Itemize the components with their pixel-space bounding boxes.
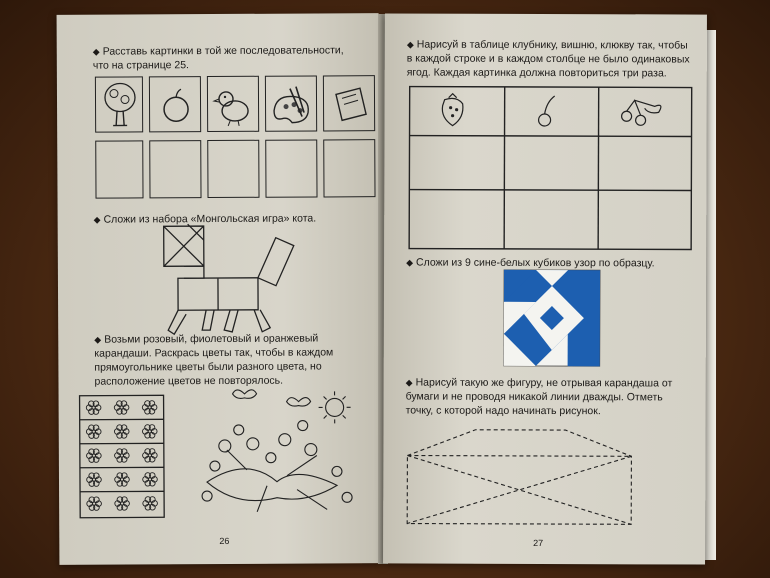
sun-icon: [319, 391, 351, 423]
envelope-figure: [405, 428, 635, 529]
flower-grid: [79, 394, 166, 518]
picture-cell-apple: [149, 76, 201, 132]
left-page: [57, 13, 382, 565]
flower-icon: [87, 497, 102, 510]
flower-icon: [115, 497, 130, 510]
diamond-bullet-icon: ◆: [94, 334, 102, 345]
strawberry-icon: [442, 94, 463, 126]
flower-icon: [114, 425, 129, 438]
cranberry-icon: [622, 100, 661, 125]
flower-icon: [143, 473, 158, 486]
page-number: 27: [533, 537, 544, 548]
flower-icon: [115, 449, 130, 462]
flower-icon: [87, 473, 102, 486]
page-number: 26: [219, 535, 230, 547]
left-task-3-text: Возьми розовый, фиолетовый и оранжевый карандаши. Раскрась цветы так, чтобы в каждом прямоугольнике цветы были разного цвета, но расположение цветов не повторялось.: [94, 332, 334, 388]
berry-table: [408, 86, 693, 251]
diamond-bullet-icon: ◆: [93, 214, 101, 225]
flower-icon: [114, 401, 129, 414]
picture-cell-palette: [265, 75, 317, 131]
flower-icon: [143, 449, 158, 462]
butterfly-icon: [287, 398, 311, 407]
flower-icon: [142, 425, 157, 438]
right-task-3: [406, 376, 691, 419]
right-task-2-text: Сложи из 9 сине-белых кубиков узор по образцу.: [415, 256, 655, 270]
left-task-3: [94, 331, 364, 388]
empty-cell[interactable]: [95, 140, 143, 198]
book-icon: [324, 76, 376, 132]
diamond-bullet-icon: ◆: [92, 46, 100, 57]
picture-cell-tree: [95, 76, 143, 132]
flower-icon: [87, 449, 102, 462]
picture-cell-book: [323, 75, 375, 131]
flower-icon: [86, 401, 101, 414]
empty-cell[interactable]: [265, 139, 317, 197]
left-task-1-text: Расставь картинки в той же последовательности, что на странице 25.: [92, 44, 344, 72]
diamond-bullet-icon: ◆: [406, 257, 414, 268]
tree-icon: [96, 77, 144, 133]
flower-icon: [143, 497, 158, 510]
diamond-bullet-icon: ◆: [406, 39, 414, 50]
empty-cell[interactable]: [323, 139, 375, 197]
left-task-2-text: Сложи из набора «Монгольская игра» кота.: [103, 212, 317, 226]
empty-cell[interactable]: [207, 140, 259, 198]
cube-pattern-sample: [504, 270, 600, 366]
picture-cell-chick: [207, 76, 259, 132]
right-page: [383, 13, 707, 564]
apple-icon: [150, 77, 202, 133]
boy-in-flowers-illustration: [187, 385, 368, 516]
left-task-1: [93, 43, 358, 72]
flower-icon: [86, 425, 101, 438]
tangram-cat-figure: [158, 219, 319, 340]
right-task-3-text: Нарисуй такую же фигуру, не отрывая карандаша от бумаги и не проводя никакой линии дважды. Отметь точку, с которой надо начинать рисунок.: [405, 376, 673, 418]
right-task-1-text: Нарисуй в таблице клубнику, вишню, клюкву так, чтобы в каждой строке и в каждом столбце не было одинаковых ягод. Каждая картинка должна повториться три раза.: [406, 38, 690, 80]
palette-icon: [266, 76, 318, 132]
empty-cell[interactable]: [149, 140, 201, 198]
butterfly-icon: [233, 390, 257, 399]
flower-icon: [115, 473, 130, 486]
diamond-bullet-icon: ◆: [405, 377, 413, 388]
chick-icon: [208, 77, 260, 133]
right-task-2: [406, 256, 691, 271]
flower-icon: [142, 401, 157, 414]
cherry-icon: [539, 96, 555, 126]
right-task-1: [407, 38, 692, 81]
